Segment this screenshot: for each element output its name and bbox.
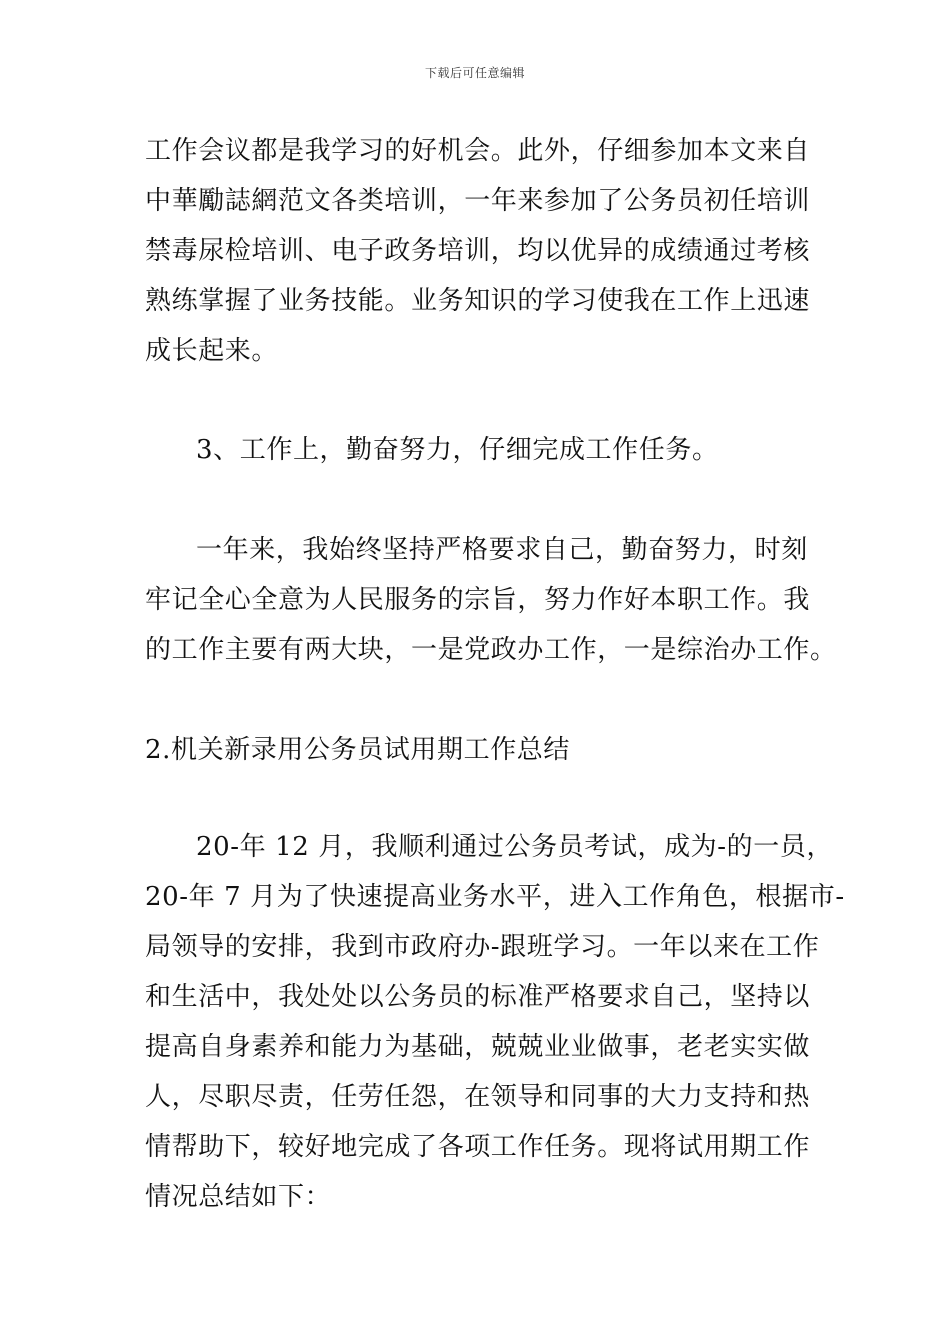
- paragraph-1-line-4: 熟练掌握了业务技能。业务知识的学习使我在工作上迅速: [145, 286, 811, 316]
- paragraph-3-line-2: 牢记全心全意为人民服务的宗旨，努力作好本职工作。我: [145, 585, 811, 615]
- paragraph-5-line-8: 情况总结如下：: [145, 1182, 332, 1212]
- paragraph-5-line-7: 情帮助下，较好地完成了各项工作任务。现将试用期工作: [145, 1132, 811, 1162]
- paragraph-3-line-3: 的工作主要有两大块，一是党政办工作，一是综治办工作。: [145, 635, 837, 665]
- paragraph-1-line-2: 中華勵誌網范文各类培训，一年来参加了公务员初任培训: [145, 186, 811, 216]
- paragraph-5-line-3: 局领导的安排，我到市政府办-跟班学习。一年以来在工作: [145, 932, 820, 962]
- page-header: 下载后可任意编辑: [424, 66, 525, 80]
- paragraph-1-line-1: 工作会议都是我学习的好机会。此外，仔细参加本文来自: [145, 136, 811, 166]
- paragraph-5-line-2: 20-年 7 月为了快速提高业务水平，进入工作角色，根据市-: [145, 882, 845, 912]
- paragraph-5-line-6: 人，尽职尽责，任劳任怨，在领导和同事的大力支持和热: [145, 1082, 811, 1112]
- paragraph-3-line-1: 一年来，我始终坚持严格要求自己，勤奋努力，时刻: [196, 535, 808, 565]
- section-heading: 2.机关新录用公务员试用期工作总结: [145, 735, 571, 765]
- section-item-3: 3、工作上，勤奋努力，仔细完成工作任务。: [196, 435, 719, 465]
- paragraph-5-line-1: 20-年 12 月，我顺利通过公务员考试，成为-的一员，: [196, 832, 834, 862]
- paragraph-5-line-5: 提高自身素养和能力为基础，兢兢业业做事，老老实实做: [145, 1032, 811, 1062]
- paragraph-1-line-3: 禁毒尿检培训、电子政务培训，均以优异的成绩通过考核: [145, 236, 811, 266]
- paragraph-1-line-5: 成长起来。: [145, 336, 279, 366]
- paragraph-5-line-4: 和生活中，我处处以公务员的标准严格要求自己，坚持以: [145, 982, 811, 1012]
